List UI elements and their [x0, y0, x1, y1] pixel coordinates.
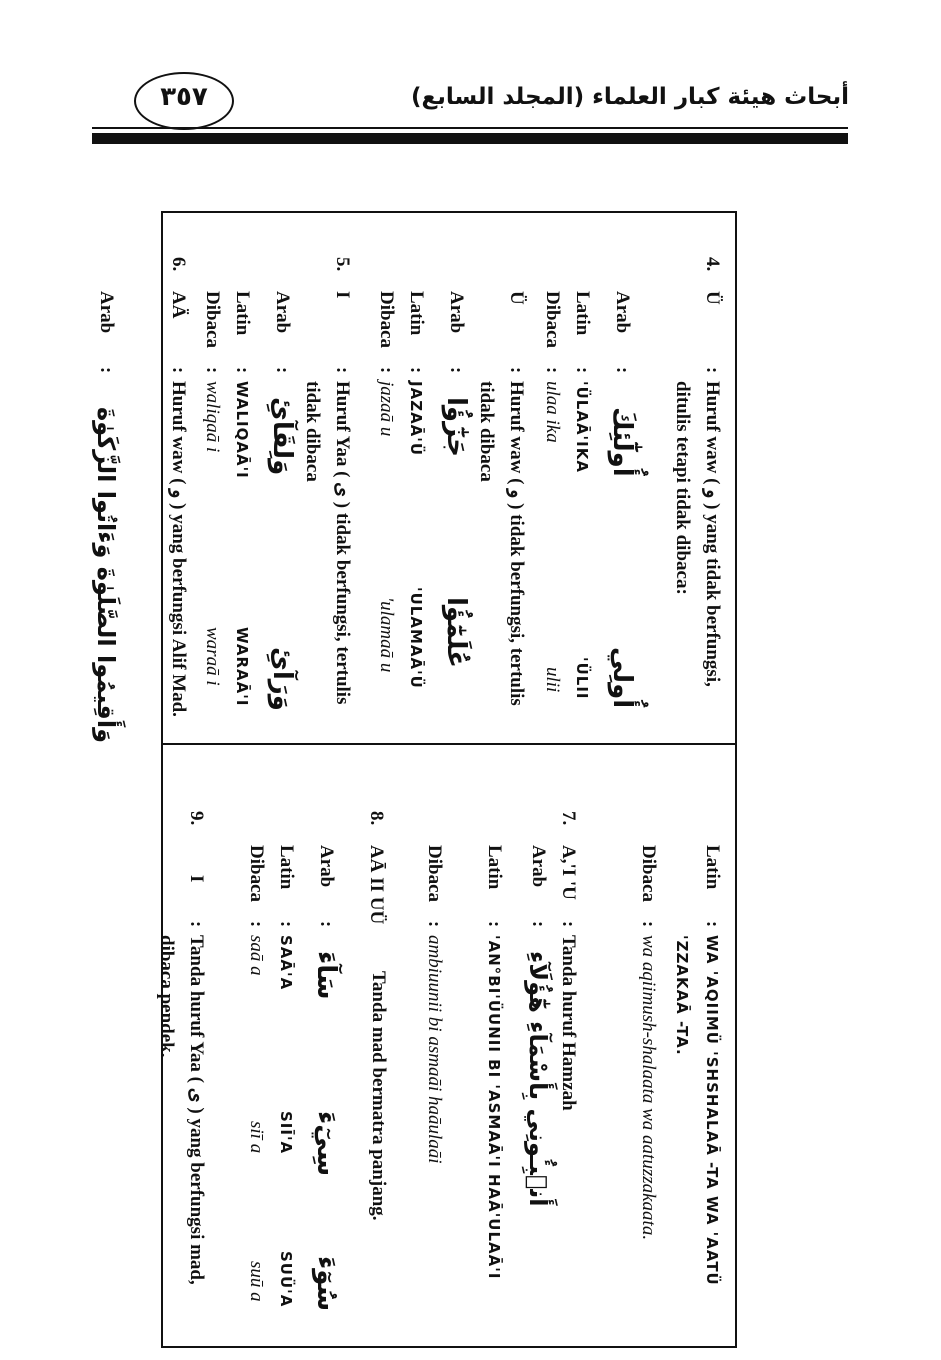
- section-4b-dibaca-row: [371, 257, 401, 735]
- arabic-word: جَزَٰٓؤُا: [441, 397, 471, 457]
- section-label: I: [186, 875, 207, 883]
- pronunciation: waraā i: [202, 627, 223, 686]
- colon: :: [572, 366, 593, 374]
- section-6-arab-row: [81, 257, 121, 744]
- colon: :: [406, 366, 427, 374]
- row-label-dibaca: Dibaca: [202, 291, 223, 348]
- colon: :: [96, 366, 117, 374]
- section-6-dibaca-row: [603, 811, 663, 1331]
- section-4-arab-row: [597, 257, 637, 735]
- latin-word: 'ÜLII: [573, 657, 591, 700]
- row-label-dibaca: Dibaca: [376, 291, 397, 348]
- row-label-dibaca: Dibaca: [424, 845, 445, 902]
- header-rule-thin: [92, 127, 848, 129]
- column-divider: [163, 743, 735, 745]
- arabic-phrase: أَنۢبِـُٔونِي بِأَسْمَآءِ هَٰٓؤُلَآءِ: [524, 951, 552, 1207]
- row-label-arab: Arab: [316, 845, 337, 888]
- colon: :: [702, 920, 723, 928]
- section-8-latin-row: [271, 811, 301, 1331]
- section-description: Huruf Yaa ( ى ) tidak berfungsi, tertulis tidak dibaca: [302, 381, 353, 705]
- row-label-arab: Arab: [272, 291, 293, 334]
- section-7-arab-row: [513, 811, 553, 1331]
- section-label: Ü: [506, 291, 527, 305]
- colon: :: [558, 920, 579, 928]
- section-number: 5.: [332, 257, 353, 272]
- section-7-heading: [553, 811, 583, 1331]
- pronunciation: ulaa ika: [542, 381, 563, 443]
- arabic-word: عُلَمَٰٓؤُا: [441, 597, 471, 669]
- colon: :: [232, 366, 253, 374]
- section-number: 7.: [558, 811, 579, 826]
- latin-word: 'ÜLAĀ'IKA: [573, 381, 591, 473]
- colon: :: [316, 920, 337, 928]
- colon: :: [276, 920, 297, 928]
- pronunciation: ulii: [542, 667, 563, 693]
- latin-word: 'ULAMAĀ'Ü: [407, 587, 425, 689]
- latin-word: SUÜ'A: [277, 1251, 295, 1308]
- latin-word: SAĀ'A: [277, 935, 295, 991]
- arabic-word: وَلِقَآئِ: [267, 397, 297, 476]
- latin-word: WARAĀ'I: [233, 627, 251, 707]
- section-6-latin-row: [667, 811, 727, 1331]
- colon: :: [332, 366, 353, 374]
- pronunciation: suū a: [246, 1261, 267, 1302]
- pronunciation: ambiuunii bi asmaāi haāulaāi: [424, 935, 445, 1164]
- running-header-title: أبحاث هيئة كبار العلماء (المجلد السابع): [410, 84, 849, 110]
- section-number: 8.: [366, 811, 387, 826]
- section-label: Ü: [702, 291, 723, 305]
- row-label-dibaca: Dibaca: [638, 845, 659, 902]
- colon: :: [424, 920, 445, 928]
- section-label: AĀ II UÜ: [366, 845, 387, 925]
- row-label-arab: Arab: [612, 291, 633, 334]
- pronunciation: waliqaā i: [202, 381, 223, 453]
- pronunciation: saā a: [246, 935, 267, 976]
- section-description: Huruf waw ( و ) yang tidak berfungsi, ditulis tetapi tidak dibaca:: [672, 381, 723, 687]
- page-number: ٣٥٧: [160, 82, 208, 112]
- row-label-latin: Latin: [276, 845, 297, 890]
- latin-phrase: WA 'AQIIMÜ 'SHSHALAĀ -TA WA 'AATÜ 'ZZAKAĀ -TA.: [673, 935, 721, 1286]
- section-4-latin-row: [567, 257, 597, 735]
- row-label-latin: Latin: [406, 291, 427, 336]
- colon: :: [702, 366, 723, 374]
- colon: :: [168, 366, 189, 374]
- header-rule-thick: [92, 133, 848, 144]
- section-number: 6.: [168, 257, 189, 272]
- row-label-dibaca: Dibaca: [246, 845, 267, 902]
- colon: :: [638, 920, 659, 928]
- colon: :: [376, 366, 397, 374]
- arabic-word: سُوٓءَ: [311, 1256, 341, 1312]
- pronunciation: jazaā u: [376, 381, 397, 437]
- panel-right: [156, 811, 727, 1331]
- colon: :: [272, 366, 293, 374]
- row-label-dibaca: Dibaca: [542, 291, 563, 348]
- section-description: Tanda huruf Hamzah: [558, 935, 579, 1111]
- latin-word: SIĪ'A: [277, 1111, 295, 1155]
- arabic-word: سِيٓءَ: [311, 1111, 341, 1177]
- pronunciation: 'ulamaā u: [376, 597, 397, 673]
- colon: :: [484, 920, 505, 928]
- section-8-heading: [341, 811, 391, 1331]
- pronunciation: wa aqiimush-shalaata wa aatuzzakaata.: [638, 935, 659, 1241]
- section-4-dibaca-row: [537, 257, 567, 735]
- row-label-latin: Latin: [232, 291, 253, 336]
- section-8-arab-row: [301, 811, 341, 1331]
- arabic-word: وَرَآئِ: [267, 647, 297, 711]
- section-label: A,'I 'U: [558, 845, 579, 900]
- section-9-heading: [151, 811, 211, 1331]
- row-label-arab: Arab: [446, 291, 467, 334]
- row-label-latin: Latin: [572, 291, 593, 336]
- section-5-arab-row: [257, 257, 297, 735]
- section-label: I: [332, 291, 353, 299]
- section-5-latin-row: [227, 257, 257, 735]
- colon: :: [542, 366, 563, 374]
- rotated-content-box: [92, 211, 737, 1348]
- arabic-word: سَآءَ: [311, 951, 341, 1000]
- row-label-latin: Latin: [702, 845, 723, 890]
- section-description: Tanda huruf Yaa ( ى ) yang berfungsi mad, dibaca pendek.: [156, 935, 207, 1285]
- row-label-latin: Latin: [484, 845, 505, 890]
- section-label: AÄ: [168, 291, 189, 319]
- section-description: Tanda mad bermatra panjang.: [368, 971, 389, 1221]
- latin-word: WALIQAĀ'I: [233, 381, 251, 479]
- section-5-heading: [297, 257, 357, 735]
- section-4-heading: [637, 257, 727, 735]
- row-label-arab: Arab: [528, 845, 549, 888]
- section-description: Huruf waw ( و ) yang berfungsi Alif Mad.: [168, 381, 189, 717]
- colon: :: [528, 920, 549, 928]
- page-number-oval: [134, 72, 234, 130]
- section-description: Huruf waw ( و ) tidak berfungsi, tertulis tidak dibaca: [476, 381, 527, 706]
- pronunciation: siī a: [246, 1121, 267, 1154]
- section-number: 4.: [702, 257, 723, 272]
- section-5-dibaca-row: [197, 257, 227, 735]
- section-4b-heading: [471, 257, 531, 735]
- section-8-dibaca-row: [241, 811, 271, 1331]
- colon: :: [506, 366, 527, 374]
- section-6-heading: [133, 257, 193, 735]
- colon: :: [246, 920, 267, 928]
- colon: :: [186, 920, 207, 928]
- section-4b-arab-row: [431, 257, 471, 735]
- section-4b-latin-row: [401, 257, 431, 735]
- colon: :: [612, 366, 633, 374]
- section-7-dibaca-row: [419, 811, 449, 1331]
- section-number: 9.: [186, 811, 207, 826]
- arabic-word: أُولَٰٓئِكَ: [607, 407, 637, 477]
- colon: :: [202, 366, 223, 374]
- latin-word: JAZAĀ'Ü: [407, 381, 425, 457]
- arabic-phrase: وَأَقِيمُوا الصَّلَوٰةَ وَءَاتُوا الزَّكَوٰةَ: [92, 407, 120, 744]
- panel-left: [92, 257, 727, 744]
- row-label-arab: Arab: [96, 291, 117, 334]
- section-7-latin-row: [449, 811, 509, 1331]
- latin-phrase: 'AN°BI'ÜUNII BI 'ASMAĀ'I HAĀ'ULAĀ'I: [485, 935, 503, 1280]
- colon: :: [446, 366, 467, 374]
- arabic-word: أُولِي: [607, 647, 637, 709]
